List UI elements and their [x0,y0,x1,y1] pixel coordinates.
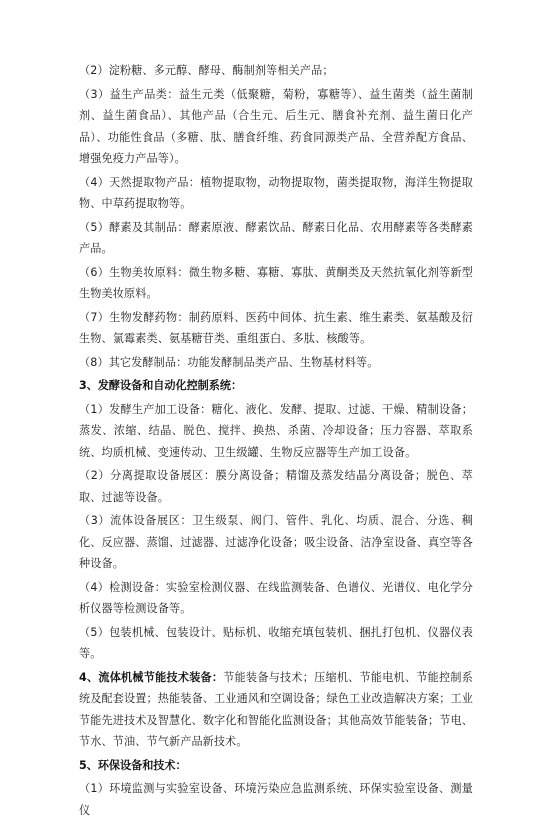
paragraph-environmental-monitoring: （1）环境监测与实验室设备、环境污染应急监测系统、环保实验室设备、测量仪 [79,782,473,817]
paragraph-processing-equipment: （1）发酵生产加工设备：糖化、液化、发酵、提取、过滤、干燥、精制设备；蒸发、浓缩、结晶、脱色、搅拌、换热、杀菌、冷却设备；压力容器、萃取系统、均质机械、变速传动、卫生级罐、生物反应器等生产加工设备。 [79,402,473,459]
section-heading-fermentation-equipment [79,375,473,397]
paragraph-testing-equipment: （4）检测设备：实验室检测仪器、在线监测装备、色谱仪、光谱仪、电化学分析仪器等检测设备等。 [79,580,473,615]
section-title-environmental: 5、环保设备和技术： [79,758,187,772]
section-title-fermentation-equipment: 3、发酵设备和自动化控制系统： [79,379,243,392]
paragraph-natural-extracts: （4）天然提取物产品：植物提取物，动物提取物，菌类提取物，海洋生物提取物、中草药提取物等。 [79,175,473,210]
section-heading-environmental [79,755,473,777]
paragraph-enzyme-products: （5）酵素及其制品：酵素原液、酵素饮品、酵素日化品、农用酵素等各类酵素产品。 [79,220,473,255]
paragraph-other-fermentation-products: （8）其它发酵制品：功能发酵制品类产品、生物基材料等。 [79,355,379,369]
section-text-energy-saving: 节能装备与技术；压缩机、节能电机、节能控制系统及配套设置；热能装备、工业通风和空调设备；绿色工业改造解决方案；工业节能先进技术及智慧化、数字化和智能化监测设备；其他高效节能装备；节电、节水、节油、节气新产品新技术。 [79,670,473,748]
paragraph-separation-equipment: （2）分离提取设备展区：膜分离设备；精馏及蒸发结晶分离设备；脱色、萃取、过滤等设备。 [79,469,473,504]
section-energy-saving-equipment [79,667,473,753]
document-body [79,60,473,823]
paragraph-fluid-equipment: （3）流体设备展区：卫生级泵、阀门、管件、乳化、均质、混合、分选、稠化、反应器、蒸馏、过滤器、过滤净化设备；吸尘设备、洁净室设备、真空等各种设备。 [79,514,473,570]
paragraph-bio-cosmetic-materials: （6）生物美妆原料：微生物多糖、寡糖、寡肽、黄酮类及天然抗氧化剂等新型生物美妆原料。 [79,265,473,300]
paragraph-probiotic-products: （3）益生产品类：益生元类（低聚糖，菊粉，寡糖等）、益生菌类（益生菌制剂、益生菌食品）、其他产品（合生元、后生元、膳食补充剂、益生菌日化产品）、功能性食品（多糖、肽、膳食纤维、药食同源类产品、全营养配方食品、增强免疫力产品等）。 [79,87,473,165]
paragraph-starch-sugar: （2）淀粉糖、多元醇、酵母、酶制剂等相关产品； [79,64,334,77]
section-title-energy-saving: 4、流体机械节能技术装备： [79,670,224,684]
paragraph-fermentation-drugs: （7）生物发酵药物：制药原料、医药中间体、抗生素、维生素类、氨基酸及衍生物、氯霉素类、氨基糖苷类、重组蛋白、多肽、核酸等。 [79,310,473,345]
paragraph-packaging-machinery: （5）包装机械、包装设计、贴标机、收缩充填包装机、捆扎打包机、仪器仪表等。 [79,625,473,660]
